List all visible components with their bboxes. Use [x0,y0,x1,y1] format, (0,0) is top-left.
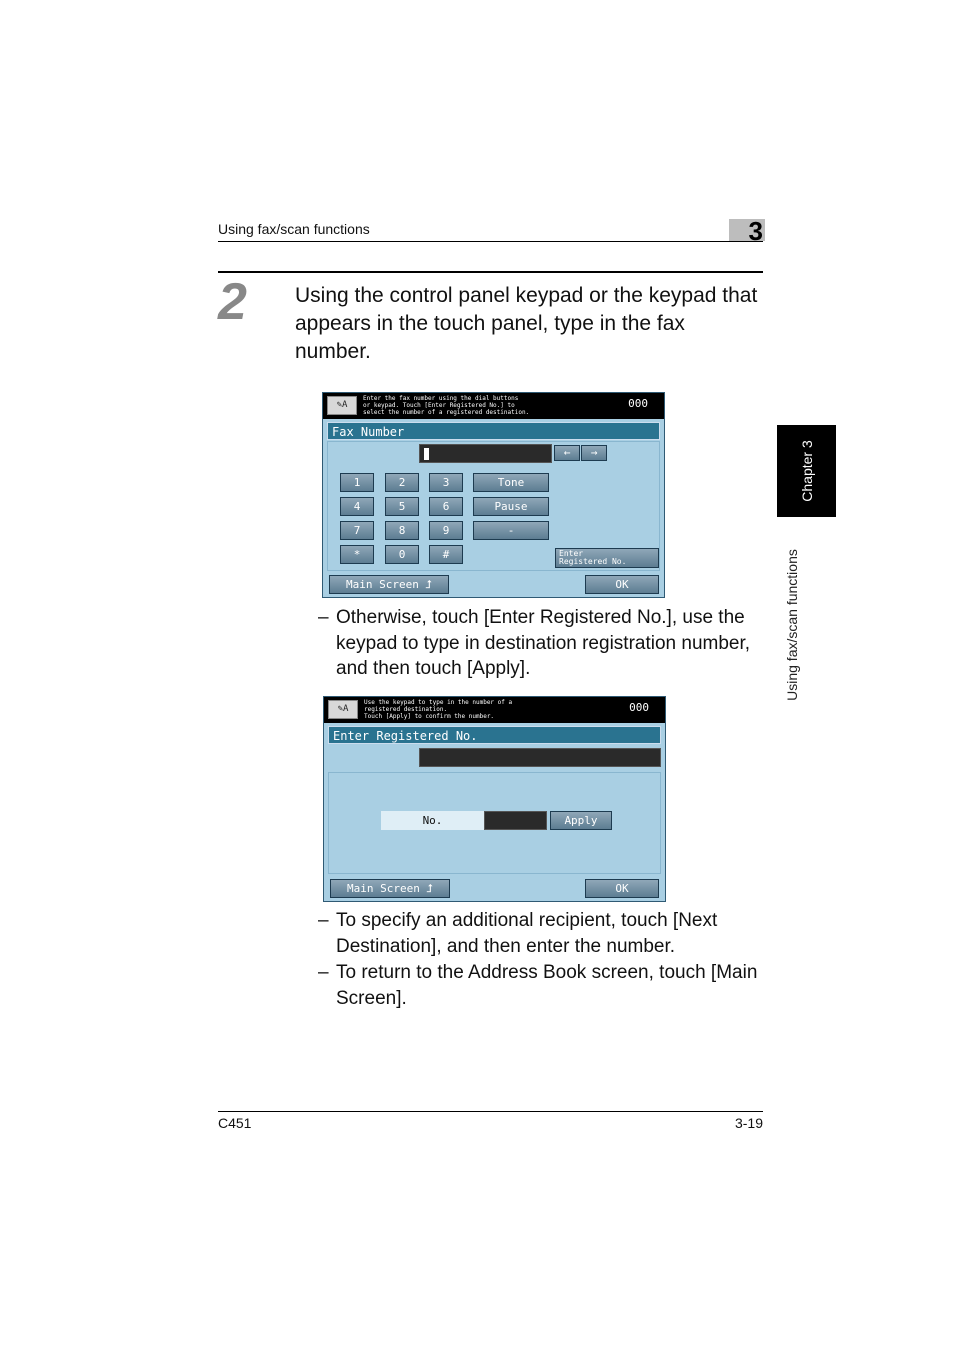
step-instruction: Using the control panel keypad or the keypad that appears in the touch panel, type in the fax number. [295,284,758,363]
fax-number-screen [322,392,665,598]
bullet-enter-registered: – Otherwise, touch [Enter Registered No.], use the keypad to type in destination registration number, and then touch [Apply]. [318,607,751,679]
step-number: 2 [218,273,247,331]
text-cursor [424,448,429,460]
key-0[interactable]: 0 [385,545,419,564]
job-counter: 000 [629,701,649,714]
machine-icon: ✎A [327,396,357,415]
key-6[interactable]: 6 [429,497,463,516]
return-arrow-icon: ⮥ [426,882,433,895]
cursor-right-button[interactable] [581,445,607,461]
screen-message-bar [324,697,665,723]
chapter-side-tab-label: Chapter 3 [798,440,815,502]
pause-button[interactable]: Pause [473,497,549,516]
step-rule [218,271,763,273]
no-label: No. [381,811,484,830]
screen-message: Use the keypad to type in the number of a registered destination. Touch [Apply] to confirm the number. [364,699,513,720]
key-7[interactable]: 7 [340,521,374,540]
bullet-dash: – [318,607,329,628]
key-8[interactable]: 8 [385,521,419,540]
chapter-number: 3 [748,216,763,246]
screen-message: Enter the fax number using the dial buttons or keypad. Touch [Enter Registered No.] to select the number of a registered destination. [363,395,530,416]
return-arrow-icon: ⮥ [425,578,432,591]
machine-icon: ✎A [328,700,358,719]
key-star[interactable]: * [340,545,374,564]
section-side-label: Using fax/scan functions [784,549,800,701]
footer-model: C451 [218,1115,252,1131]
main-screen-button[interactable]: Main Screen ⮥ [329,575,449,594]
registered-no-display [419,748,661,767]
apply-button[interactable]: Apply [550,811,612,830]
key-hash[interactable]: # [429,545,463,564]
enter-registered-no-button[interactable]: Enter Registered No. [555,548,659,568]
key-9[interactable]: 9 [429,521,463,540]
registered-no-input[interactable] [484,811,547,830]
footer-rule [218,1111,763,1112]
main-screen-button[interactable]: Main Screen ⮥ [330,879,450,898]
key-1[interactable]: 1 [340,473,374,492]
cursor-left-button[interactable] [554,445,580,461]
bullet-dash: – [318,910,329,931]
key-4[interactable]: 4 [340,497,374,516]
bullet-dash: – [318,962,329,983]
screen-title: Enter Registered No. [328,726,661,744]
running-header: Using fax/scan functions [218,221,370,237]
enter-registered-screen [323,696,666,902]
dash-button[interactable]: - [473,521,549,540]
header-rule [218,241,763,242]
footer-page-number: 3-19 [734,1115,763,1131]
arrow-left-icon: ← [563,446,571,459]
bullet-next-destination: – To specify an additional recipient, touch [Next Destination], and then enter the number. [318,910,718,957]
fax-number-input[interactable] [419,444,552,463]
ok-button[interactable]: OK [585,575,659,594]
screen-message-bar [323,393,664,419]
tone-button[interactable]: Tone [473,473,549,492]
arrow-right-icon: → [590,446,598,459]
bullet-main-screen: – To return to the Address Book screen, touch [Main Screen]. [318,962,758,1009]
job-counter: 000 [628,397,648,410]
key-3[interactable]: 3 [429,473,463,492]
ok-button[interactable]: OK [585,879,659,898]
key-5[interactable]: 5 [385,497,419,516]
screen-title: Fax Number [327,422,660,440]
key-2[interactable]: 2 [385,473,419,492]
